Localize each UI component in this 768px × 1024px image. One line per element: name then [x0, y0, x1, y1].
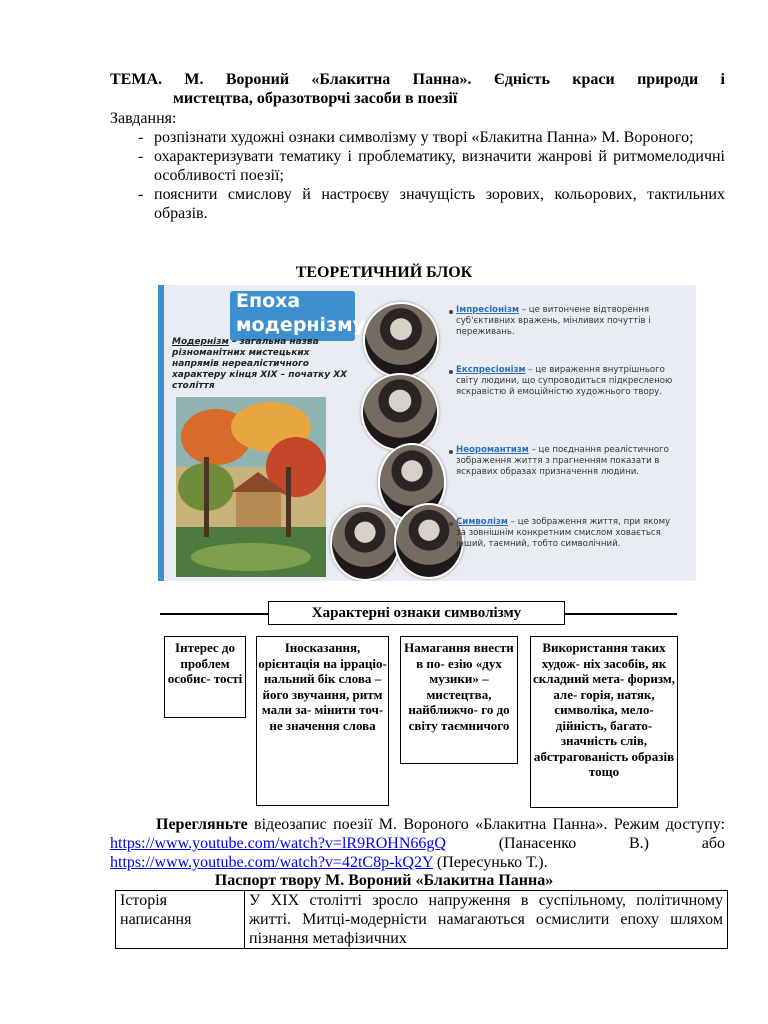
diagram-connector	[160, 613, 270, 615]
term: Імпресіонізм	[456, 305, 519, 315]
accent-bar	[158, 285, 164, 581]
bullet-icon	[449, 522, 453, 526]
term: Неоромантизм	[456, 445, 529, 455]
passport-table	[115, 890, 728, 949]
title-line-2: мистецтва, образотворчі засоби в поезії	[173, 90, 458, 107]
feature-box: Використання таких худож- ніх засобів, як складний мета- форизм, але- горія, натяк, символіка, мело- дійність, багато- значність слів, абстрагованість образів тощо	[530, 636, 678, 808]
feature-box: Намагання внести в по- езію «дух музики» – мистецтва, найближчо- го до світу таємничого	[400, 636, 518, 764]
tasks-list	[138, 128, 725, 223]
title-word: природи	[637, 71, 699, 88]
table-cell-value: У XIX столітті зросло напруження в суспільному, політичному житті. Митці-модерністи намагаються осмислити епоху шляхом пізнання метафізичних	[245, 891, 728, 949]
bullet-icon	[449, 450, 453, 454]
title-line-1	[110, 70, 725, 89]
title-word: «Блакитна	[311, 71, 391, 88]
modernism-infographic	[158, 285, 696, 581]
tasks-label: Завдання:	[110, 110, 177, 127]
landscape-painting	[176, 397, 326, 577]
term-text: – це витончене відтворення суб'єктивних вражень, мінливих почуттів і переживань.	[456, 305, 651, 337]
expressionism-text	[456, 365, 680, 398]
table-row	[116, 891, 728, 949]
diagram-connector	[565, 613, 677, 615]
term: Символізм	[456, 517, 508, 527]
term-text: – це поєднання реалістичного зображення життя з прагненням показати в яскравих образах призначення людини.	[456, 445, 669, 477]
modernism-definition	[172, 337, 350, 392]
portrait-2	[361, 373, 439, 451]
portrait-1	[363, 302, 439, 378]
title-word: Панна».	[412, 71, 472, 88]
title-word: ТЕМА.	[110, 71, 162, 88]
task-item: - пояснити смислову й настроєву значущість зорових, кольорових, тактильних образів.	[138, 185, 725, 223]
bullet-icon	[449, 370, 453, 374]
title-word: М.	[184, 71, 204, 88]
definition-text: – загальна назва різноманітних мистецьких напрямів нереалістичного характеру кінця XIX – початку XX століття	[172, 337, 348, 391]
feature-box: Іносказання, орієнтація на ірраціо- нальний бік слова – його звучання, ритм мали за- мінити точ- не значення слова	[256, 636, 389, 806]
video-text: відеозапис поезії М. Вороного «Блакитна Панна». Режим доступу:	[247, 816, 725, 833]
title-word: Вороний	[225, 71, 290, 88]
task-item: - розпізнати художні ознаки символізму у творі «Блакитна Панна» М. Вороного;	[138, 128, 725, 147]
title-word: краси	[572, 71, 615, 88]
term-text: – це вираження внутрішнього світу людини, що супроводиться підкресленою яскравістю й емоційністю художнього твору.	[456, 365, 673, 397]
impressionism-text	[456, 305, 680, 338]
infographic-heading: Епоха модернізму	[236, 290, 366, 336]
author-2: (Пересунько Т.).	[432, 854, 548, 871]
page-title	[110, 70, 725, 108]
bullet-icon	[449, 310, 453, 314]
youtube-link-1[interactable]: https://www.youtube.com/watch?v=lR9ROHN66gQ	[110, 835, 446, 852]
author-1: (Панасенко В.) або	[445, 835, 725, 852]
title-word: і	[720, 71, 725, 88]
emphasis-verb: Перегляньте	[156, 816, 248, 833]
portrait-5	[394, 503, 464, 579]
table-cell-label: Історія написання	[116, 891, 245, 949]
theory-block-title: ТЕОРЕТИЧНИЙ БЛОК	[295, 264, 473, 281]
video-paragraph	[110, 815, 725, 872]
symbolism-text	[456, 517, 680, 550]
neoromanticism-text	[456, 445, 680, 478]
definition-term: Модернізм	[172, 337, 229, 347]
youtube-link-2[interactable]: https://www.youtube.com/watch?v=42tC8p-kQ2Y	[110, 854, 433, 871]
term: Експресіонізм	[456, 365, 526, 375]
task-item: - охарактеризувати тематику і проблематику, визначити жанрові й ритмомелодичні особливості поезії;	[138, 147, 725, 185]
passport-title: Паспорт твору М. Вороний «Блакитна Панна»	[214, 872, 554, 889]
portrait-4	[330, 505, 400, 581]
diagram-header: Характерні ознаки символізму	[268, 601, 565, 625]
term-text: – це зображення життя, при якому за зовнішнім конкретним смислом ховається інший, таємний, тобто символічний.	[456, 517, 671, 549]
title-word: Єдність	[493, 71, 550, 88]
feature-box: Інтерес до проблем особис- тості	[164, 636, 246, 718]
symbolism-features-diagram	[160, 596, 680, 808]
